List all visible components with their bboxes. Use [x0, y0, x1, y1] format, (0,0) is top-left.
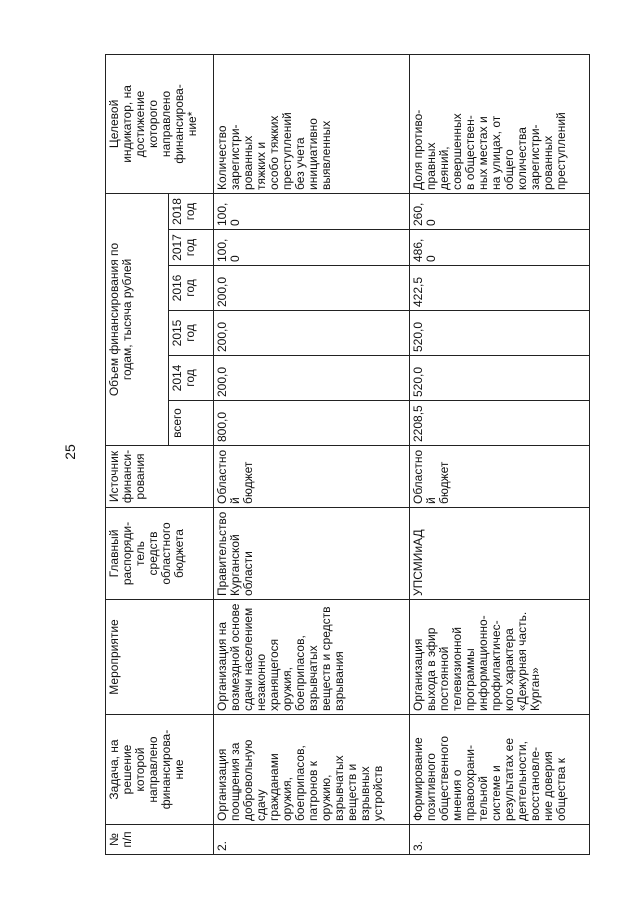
- cell-source: Областной бюджет: [214, 446, 410, 508]
- header-row-1: [106, 54, 169, 854]
- cell-source: Областной бюджет: [410, 446, 590, 508]
- cell-target: Доля противо- правных деяний, совершенных в обществен- ных местах и на улицах, от общего количества зарегистри- рованных преступлений: [410, 54, 590, 193]
- header-manager: Главный распоряди- тель средств областного бюджета: [106, 508, 214, 600]
- header-2014: 2014 год: [169, 356, 214, 401]
- header-total: всего: [169, 401, 214, 446]
- cell-2015: 200,0: [214, 311, 410, 356]
- table-row: [410, 54, 590, 854]
- cell-manager: УПСМИиАД: [410, 508, 590, 600]
- cell-2015: 520,0: [410, 311, 590, 356]
- cell-task: Организация поощрения за добровольную сдачу гражданами оружия, боеприпасов, патронов к оружию, взрывчатых веществ и взрывных устройств: [214, 715, 410, 825]
- cell-2016: 422,5: [410, 266, 590, 311]
- cell-2018: 260,0: [410, 193, 590, 229]
- header-target: Целевой индикатор, на достижение которого направлено финансирова- ние*: [106, 54, 214, 193]
- header-volume: Объем финансирования по годам, тысяча рублей: [106, 193, 169, 445]
- cell-2017: 100,0: [214, 230, 410, 266]
- header-source: Источник финанси- рования: [106, 446, 214, 508]
- cell-num: 2.: [214, 825, 410, 855]
- cell-total: 2208,5: [410, 401, 590, 446]
- cell-2014: 200,0: [214, 356, 410, 401]
- cell-event: Организация выхода в эфир постоянной телевизионной программы информационно- профилактичес- кого характера «Дежурная часть. Курган»: [410, 600, 590, 715]
- document-table-rotated: [105, 55, 635, 855]
- header-num: № п/п: [106, 825, 214, 855]
- header-2016: 2016 год: [169, 266, 214, 311]
- financing-table: [105, 54, 590, 855]
- cell-2014: 520,0: [410, 356, 590, 401]
- header-2015: 2015 год: [169, 311, 214, 356]
- page-number: 25: [62, 444, 78, 460]
- header-2017: 2017 год: [169, 230, 214, 266]
- cell-2016: 200,0: [214, 266, 410, 311]
- cell-num: 3.: [410, 825, 590, 855]
- cell-2018: 100,0: [214, 193, 410, 229]
- cell-total: 800,0: [214, 401, 410, 446]
- table-row: [214, 54, 410, 854]
- cell-manager: Правительство Курганской области: [214, 508, 410, 600]
- cell-task: Формирование позитивного общественного мнения о правоохрани- тельной системе и результатах ее деятельности, восстановле- ние доверия общества к: [410, 715, 590, 825]
- cell-2017: 486,0: [410, 230, 590, 266]
- header-task: Задача, на решение которой направлено финансирова- ние: [106, 715, 214, 825]
- header-2018: 2018 год: [169, 193, 214, 229]
- cell-target: Количество зарегистри- рованных тяжких и особо тяжких преступлений без учета инициативно выявленных: [214, 54, 410, 193]
- header-event: Мероприятие: [106, 600, 214, 715]
- cell-event: Организация на возмездной основе сдачи населением незаконно хранящегося оружия, боеприпасов, взрывчатых веществ и средств взрывания: [214, 600, 410, 715]
